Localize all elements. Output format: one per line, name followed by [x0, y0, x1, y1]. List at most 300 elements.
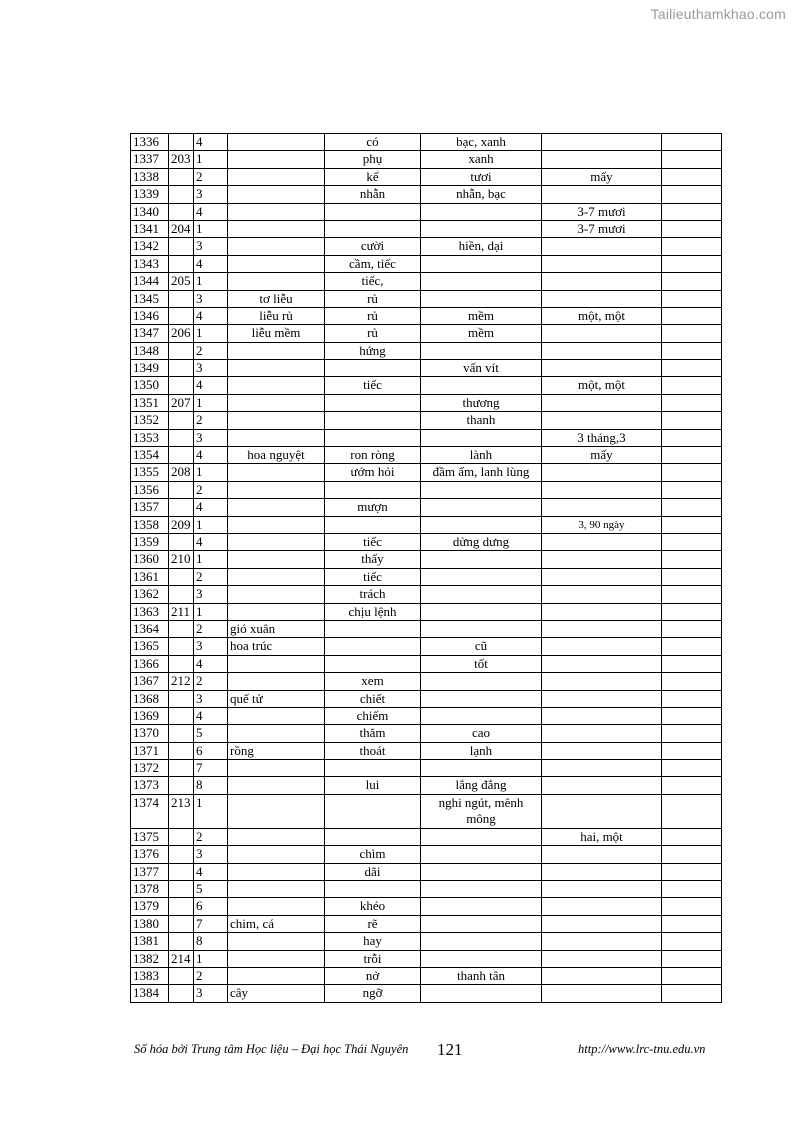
cell-col-b: chìm	[325, 846, 421, 863]
cell-entry-number: 1377	[131, 863, 169, 880]
cell-page-number	[169, 255, 194, 272]
cell-col-a	[228, 168, 325, 185]
cell-page-number: 207	[169, 394, 194, 411]
cell-page-number	[169, 342, 194, 359]
table-row	[131, 412, 722, 429]
table-row	[131, 863, 722, 880]
cell-col-d	[542, 863, 662, 880]
cell-line-number: 1	[194, 464, 228, 481]
cell-col-c	[421, 863, 542, 880]
cell-col-d	[542, 760, 662, 777]
cell-entry-number: 1364	[131, 620, 169, 637]
cell-line-number: 1	[194, 794, 228, 828]
cell-col-e	[662, 151, 722, 168]
cell-page-number	[169, 533, 194, 550]
table-row	[131, 464, 722, 481]
cell-col-a	[228, 586, 325, 603]
cell-entry-number: 1340	[131, 203, 169, 220]
cell-col-b: hay	[325, 933, 421, 950]
cell-page-number	[169, 863, 194, 880]
cell-col-d	[542, 967, 662, 984]
cell-page-number: 211	[169, 603, 194, 620]
cell-col-a	[228, 273, 325, 290]
cell-line-number: 6	[194, 742, 228, 759]
cell-col-e	[662, 933, 722, 950]
cell-col-b: tiếc	[325, 533, 421, 550]
cell-col-a: hoa trúc	[228, 638, 325, 655]
cell-page-number	[169, 377, 194, 394]
cell-col-a: gió xuân	[228, 620, 325, 637]
table-row	[131, 238, 722, 255]
cell-col-b: khéo	[325, 898, 421, 915]
cell-col-b: trỗi	[325, 950, 421, 967]
table-row	[131, 151, 722, 168]
cell-col-e	[662, 168, 722, 185]
cell-col-e	[662, 985, 722, 1002]
cell-col-d	[542, 777, 662, 794]
table-row	[131, 742, 722, 759]
cell-col-c	[421, 273, 542, 290]
table-row	[131, 290, 722, 307]
cell-col-d: mấy	[542, 447, 662, 464]
cell-line-number: 4	[194, 307, 228, 324]
cell-line-number: 1	[194, 516, 228, 533]
cell-col-b	[325, 794, 421, 828]
table-row	[131, 777, 722, 794]
cell-col-c	[421, 933, 542, 950]
table-row	[131, 568, 722, 585]
cell-col-b: rủ	[325, 307, 421, 324]
cell-col-c	[421, 481, 542, 498]
cell-col-d	[542, 898, 662, 915]
cell-col-e	[662, 377, 722, 394]
cell-col-e	[662, 290, 722, 307]
cell-col-e	[662, 238, 722, 255]
cell-entry-number: 1360	[131, 551, 169, 568]
cell-col-c	[421, 290, 542, 307]
table-row	[131, 638, 722, 655]
cell-page-number	[169, 203, 194, 220]
cell-col-d	[542, 881, 662, 898]
cell-col-d	[542, 985, 662, 1002]
cell-entry-number: 1367	[131, 673, 169, 690]
cell-page-number	[169, 290, 194, 307]
cell-col-d	[542, 950, 662, 967]
cell-col-c: tươi	[421, 168, 542, 185]
table-row	[131, 481, 722, 498]
cell-col-d	[542, 464, 662, 481]
cell-entry-number: 1379	[131, 898, 169, 915]
cell-line-number: 5	[194, 881, 228, 898]
table-row	[131, 186, 722, 203]
cell-col-b: thăm	[325, 725, 421, 742]
cell-col-b: nhẫn	[325, 186, 421, 203]
cell-col-d	[542, 690, 662, 707]
cell-col-c: xanh	[421, 151, 542, 168]
table-row	[131, 533, 722, 550]
cell-col-c: lạnh	[421, 742, 542, 759]
cell-entry-number: 1363	[131, 603, 169, 620]
cell-col-b: hứng	[325, 342, 421, 359]
table-row	[131, 447, 722, 464]
cell-col-a: rồng	[228, 742, 325, 759]
cell-col-d	[542, 533, 662, 550]
cell-col-b	[325, 481, 421, 498]
cell-page-number	[169, 168, 194, 185]
cell-col-d: một, một	[542, 307, 662, 324]
cell-col-c: bạc, xanh	[421, 134, 542, 151]
cell-page-number: 203	[169, 151, 194, 168]
cell-col-a	[228, 481, 325, 498]
cell-line-number: 3	[194, 429, 228, 446]
cell-col-b	[325, 620, 421, 637]
cell-line-number: 2	[194, 620, 228, 637]
cell-col-a	[228, 134, 325, 151]
cell-page-number	[169, 655, 194, 672]
cell-entry-number: 1357	[131, 499, 169, 516]
table-row	[131, 620, 722, 637]
cell-col-d: 3 tháng,3	[542, 429, 662, 446]
cell-col-d	[542, 394, 662, 411]
cell-col-b	[325, 760, 421, 777]
cell-line-number: 1	[194, 551, 228, 568]
cell-entry-number: 1378	[131, 881, 169, 898]
cell-col-d: một, một	[542, 377, 662, 394]
cell-col-d	[542, 725, 662, 742]
cell-col-b: thoát	[325, 742, 421, 759]
cell-col-c: cũ	[421, 638, 542, 655]
table-row	[131, 429, 722, 446]
cell-entry-number: 1348	[131, 342, 169, 359]
cell-page-number: 212	[169, 673, 194, 690]
cell-entry-number: 1366	[131, 655, 169, 672]
cell-col-e	[662, 915, 722, 932]
cell-col-a	[228, 950, 325, 967]
cell-col-d	[542, 638, 662, 655]
cell-col-e	[662, 898, 722, 915]
cell-col-e	[662, 828, 722, 845]
cell-col-c: nghi ngút, mênh mông	[421, 794, 542, 828]
cell-entry-number: 1375	[131, 828, 169, 845]
table-row	[131, 707, 722, 724]
cell-col-e	[662, 412, 722, 429]
cell-col-b: ngỡ	[325, 985, 421, 1002]
cell-col-e	[662, 220, 722, 237]
cell-col-a	[228, 238, 325, 255]
cell-entry-number: 1341	[131, 220, 169, 237]
cell-col-e	[662, 707, 722, 724]
cell-col-d	[542, 151, 662, 168]
cell-col-c	[421, 950, 542, 967]
cell-entry-number: 1349	[131, 360, 169, 377]
cell-line-number: 1	[194, 603, 228, 620]
cell-col-a: cây	[228, 985, 325, 1002]
cell-col-e	[662, 846, 722, 863]
cell-page-number	[169, 690, 194, 707]
cell-col-b	[325, 828, 421, 845]
cell-col-c	[421, 551, 542, 568]
cell-page-number: 206	[169, 325, 194, 342]
cell-col-d: mấy	[542, 168, 662, 185]
cell-col-c: lành	[421, 447, 542, 464]
table-row	[131, 950, 722, 967]
cell-entry-number: 1358	[131, 516, 169, 533]
cell-col-a	[228, 933, 325, 950]
cell-col-c	[421, 377, 542, 394]
table-row	[131, 255, 722, 272]
table-row	[131, 655, 722, 672]
cell-col-a: hoa nguyệt	[228, 447, 325, 464]
cell-col-a	[228, 429, 325, 446]
cell-col-a	[228, 342, 325, 359]
cell-page-number	[169, 568, 194, 585]
cell-col-a	[228, 151, 325, 168]
cell-col-d	[542, 742, 662, 759]
cell-page-number: 208	[169, 464, 194, 481]
cell-col-d	[542, 481, 662, 498]
cell-page-number: 209	[169, 516, 194, 533]
cell-entry-number: 1342	[131, 238, 169, 255]
cell-line-number: 6	[194, 898, 228, 915]
cell-col-c	[421, 255, 542, 272]
cell-entry-number: 1346	[131, 307, 169, 324]
cell-page-number	[169, 499, 194, 516]
cell-col-b	[325, 881, 421, 898]
cell-col-e	[662, 394, 722, 411]
cell-col-e	[662, 464, 722, 481]
cell-col-a	[228, 673, 325, 690]
cell-line-number: 4	[194, 134, 228, 151]
cell-col-a	[228, 377, 325, 394]
cell-col-d	[542, 412, 662, 429]
cell-col-d	[542, 794, 662, 828]
cell-page-number	[169, 742, 194, 759]
cell-entry-number: 1381	[131, 933, 169, 950]
cell-line-number: 2	[194, 412, 228, 429]
cell-col-d: hai, một	[542, 828, 662, 845]
cell-entry-number: 1336	[131, 134, 169, 151]
cell-col-c	[421, 203, 542, 220]
cell-col-c: thanh	[421, 412, 542, 429]
cell-col-b: chiếm	[325, 707, 421, 724]
cell-line-number: 2	[194, 673, 228, 690]
cell-col-e	[662, 638, 722, 655]
table-row	[131, 516, 722, 533]
cell-page-number: 213	[169, 794, 194, 828]
cell-col-a: liễu mềm	[228, 325, 325, 342]
table-row	[131, 551, 722, 568]
cell-page-number	[169, 915, 194, 932]
cell-col-e	[662, 742, 722, 759]
cell-col-e	[662, 203, 722, 220]
cell-entry-number: 1355	[131, 464, 169, 481]
cell-col-b: cầm, tiếc	[325, 255, 421, 272]
cell-col-e	[662, 760, 722, 777]
cell-line-number: 4	[194, 499, 228, 516]
cell-entry-number: 1337	[131, 151, 169, 168]
cell-col-c	[421, 673, 542, 690]
cell-col-a	[228, 655, 325, 672]
cell-col-c: tốt	[421, 655, 542, 672]
cell-col-b	[325, 516, 421, 533]
cell-entry-number: 1373	[131, 777, 169, 794]
cell-line-number: 4	[194, 707, 228, 724]
cell-col-c: cao	[421, 725, 542, 742]
cell-col-c	[421, 603, 542, 620]
cell-page-number	[169, 620, 194, 637]
cell-col-c	[421, 760, 542, 777]
cell-col-a: chim, cá	[228, 915, 325, 932]
cell-page-number	[169, 586, 194, 603]
cell-col-b	[325, 429, 421, 446]
cell-col-b: rẽ	[325, 915, 421, 932]
cell-col-a	[228, 412, 325, 429]
cell-col-a	[228, 551, 325, 568]
cell-col-a	[228, 760, 325, 777]
cell-col-e	[662, 655, 722, 672]
cell-col-a	[228, 603, 325, 620]
cell-entry-number: 1352	[131, 412, 169, 429]
cell-col-c	[421, 828, 542, 845]
cell-col-b	[325, 638, 421, 655]
cell-col-a	[228, 777, 325, 794]
cell-page-number	[169, 828, 194, 845]
cell-page-number	[169, 898, 194, 915]
cell-col-c	[421, 516, 542, 533]
cell-col-b: cười	[325, 238, 421, 255]
word-table	[130, 133, 722, 1003]
cell-col-e	[662, 881, 722, 898]
cell-col-d	[542, 325, 662, 342]
cell-line-number: 2	[194, 168, 228, 185]
cell-col-b: lui	[325, 777, 421, 794]
cell-page-number	[169, 134, 194, 151]
table-row	[131, 203, 722, 220]
cell-entry-number: 1339	[131, 186, 169, 203]
cell-col-a	[228, 967, 325, 984]
cell-col-d	[542, 586, 662, 603]
table-row	[131, 881, 722, 898]
cell-col-e	[662, 186, 722, 203]
table-row	[131, 168, 722, 185]
cell-page-number	[169, 186, 194, 203]
cell-col-a	[228, 533, 325, 550]
cell-col-b	[325, 203, 421, 220]
table-row	[131, 760, 722, 777]
cell-line-number: 2	[194, 967, 228, 984]
cell-col-e	[662, 273, 722, 290]
cell-entry-number: 1351	[131, 394, 169, 411]
cell-entry-number: 1356	[131, 481, 169, 498]
cell-line-number: 7	[194, 760, 228, 777]
cell-col-b: có	[325, 134, 421, 151]
cell-col-b: thấy	[325, 551, 421, 568]
cell-col-a	[228, 516, 325, 533]
cell-col-b	[325, 220, 421, 237]
cell-col-a	[228, 898, 325, 915]
cell-page-number	[169, 967, 194, 984]
cell-line-number: 3	[194, 238, 228, 255]
cell-col-b: nở	[325, 967, 421, 984]
cell-entry-number: 1372	[131, 760, 169, 777]
cell-col-d	[542, 186, 662, 203]
footer-url: http://www.lrc-tnu.edu.vn	[578, 1042, 706, 1056]
cell-page-number: 205	[169, 273, 194, 290]
cell-entry-number: 1365	[131, 638, 169, 655]
cell-page-number	[169, 846, 194, 863]
cell-col-b: xem	[325, 673, 421, 690]
cell-col-c	[421, 220, 542, 237]
cell-entry-number: 1345	[131, 290, 169, 307]
table-row	[131, 586, 722, 603]
cell-col-c: nhẫn, bạc	[421, 186, 542, 203]
cell-entry-number: 1376	[131, 846, 169, 863]
cell-line-number: 8	[194, 933, 228, 950]
table-row	[131, 967, 722, 984]
cell-col-d	[542, 655, 662, 672]
table-row	[131, 377, 722, 394]
table-row	[131, 394, 722, 411]
cell-col-a	[228, 394, 325, 411]
cell-page-number	[169, 447, 194, 464]
cell-col-d	[542, 273, 662, 290]
cell-entry-number: 1353	[131, 429, 169, 446]
cell-col-a	[228, 255, 325, 272]
footer-digitized-by: Số hóa bởi Trung tâm Học liệu – Đại học Thái Nguyên	[134, 1042, 409, 1056]
cell-col-d	[542, 620, 662, 637]
cell-col-b: chiết	[325, 690, 421, 707]
table-row	[131, 134, 722, 151]
cell-col-a	[228, 464, 325, 481]
cell-col-c	[421, 898, 542, 915]
cell-col-d	[542, 255, 662, 272]
cell-page-number	[169, 412, 194, 429]
cell-col-d	[542, 707, 662, 724]
cell-col-b	[325, 394, 421, 411]
cell-line-number: 3	[194, 846, 228, 863]
cell-line-number: 1	[194, 325, 228, 342]
cell-col-b: kể	[325, 168, 421, 185]
cell-entry-number: 1384	[131, 985, 169, 1002]
cell-line-number: 4	[194, 863, 228, 880]
cell-col-c: thương	[421, 394, 542, 411]
cell-col-d	[542, 933, 662, 950]
cell-line-number: 3	[194, 186, 228, 203]
cell-col-c	[421, 707, 542, 724]
cell-page-number	[169, 933, 194, 950]
cell-line-number: 1	[194, 220, 228, 237]
cell-line-number: 2	[194, 342, 228, 359]
table-row	[131, 325, 722, 342]
cell-col-e	[662, 307, 722, 324]
cell-page-number	[169, 481, 194, 498]
cell-col-d	[542, 846, 662, 863]
table-row	[131, 915, 722, 932]
cell-col-e	[662, 690, 722, 707]
watermark: Tailieuthamkhao.com	[650, 6, 786, 22]
cell-line-number: 3	[194, 638, 228, 655]
cell-line-number: 1	[194, 273, 228, 290]
cell-col-e	[662, 586, 722, 603]
cell-col-d	[542, 342, 662, 359]
cell-col-c: thanh tân	[421, 967, 542, 984]
cell-col-c: hiền, dại	[421, 238, 542, 255]
cell-col-a	[228, 186, 325, 203]
cell-entry-number: 1374	[131, 794, 169, 828]
cell-line-number: 4	[194, 533, 228, 550]
table-row	[131, 499, 722, 516]
cell-col-c	[421, 985, 542, 1002]
